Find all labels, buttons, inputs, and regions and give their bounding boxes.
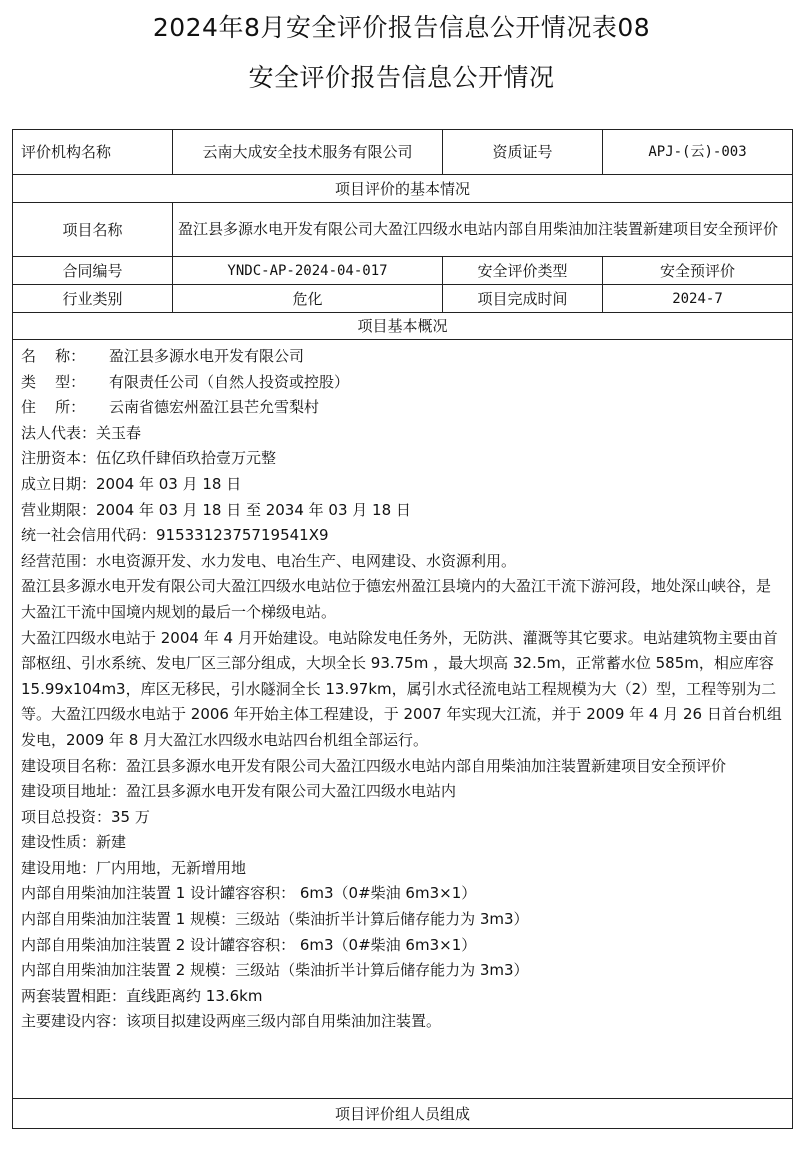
info-table bbox=[12, 129, 793, 1129]
investment-line: 项目总投资：35 万 bbox=[21, 807, 150, 826]
industry-label: 行业类别 bbox=[13, 285, 173, 313]
industry-value: 危化 bbox=[173, 285, 443, 313]
device2-scale-line: 内部自用柴油加注装置 2 规模：三级站（柴油折半计算后储存能力为 3m3） bbox=[21, 961, 529, 980]
build-name-line: 建设项目名称：盈江县多源水电开发有限公司大盈江四级水电站内部自用柴油加注装置新建项目安全预评价 bbox=[21, 756, 727, 775]
station-history-paragraph: 大盈江四级水电站于 2004 年 4 月开始建设。电站除发电任务外，无防洪、灌溉等其它要求。电站建筑物主要由首部枢纽、引水系统、发电厂区三部分组成，大坝全长 93.75m ，最大坝高 32.5m，正常蓄水位 585m，相应库容 15.99x104m3，库区无移民，引水隧洞全长 13.97km，属引水式径流电站工程规模为大（2）型，工程等别为二等。大盈江四级水电站于 2006 年开始主体工程建设，于 2007 年实现大江流，并于 2009 年 4 月 26 日首台机组发电，2009 年 8 月大盈江水四级水电站四台机组全部运行。 bbox=[21, 628, 782, 749]
distance-line: 两套装置相距：直线距离约 13.6km bbox=[21, 986, 263, 1005]
overview-body bbox=[13, 340, 793, 1099]
device1-volume-line: 内部自用柴油加注装置 1 设计罐容容积： 6m3（0#柴油 6m3×1） bbox=[21, 884, 477, 903]
project-name-value: 盈江县多源水电开发有限公司大盈江四级水电站内部自用柴油加注装置新建项目安全预评价 bbox=[173, 203, 793, 257]
org-label: 评价机构名称 bbox=[13, 130, 173, 175]
cert-label: 资质证号 bbox=[443, 130, 603, 175]
device2-volume-line: 内部自用柴油加注装置 2 设计罐容容积： 6m3（0#柴油 6m3×1） bbox=[21, 935, 477, 954]
complete-time-value: 2024-7 bbox=[603, 285, 793, 313]
company-address-value: 云南省德宏州盈江县芒允雪梨村 bbox=[109, 398, 320, 417]
company-type-label: 类 型： bbox=[21, 372, 86, 391]
term-line: 营业期限：2004 年 03 月 18 日 至 2034 年 03 月 18 日 bbox=[21, 500, 411, 519]
contract-row bbox=[13, 257, 793, 285]
land-line: 建设用地：厂内用地，无新增用地 bbox=[21, 858, 247, 877]
eval-type-value: 安全预评价 bbox=[603, 257, 793, 285]
company-type-value: 有限责任公司（自然人投资或控股） bbox=[109, 372, 350, 391]
company-name-label: 名 称： bbox=[21, 347, 86, 365]
contract-label: 合同编号 bbox=[13, 257, 173, 285]
eval-type-label: 安全评价类型 bbox=[443, 257, 603, 285]
overview-header: 项目基本概况 bbox=[13, 313, 793, 340]
document-title: 2024年8月安全评价报告信息公开情况表08 bbox=[152, 13, 651, 42]
legal-rep-line: 法人代表：关玉春 bbox=[21, 423, 142, 442]
org-row bbox=[13, 130, 793, 175]
complete-time-label: 项目完成时间 bbox=[443, 285, 603, 313]
company-address-label: 住 所： bbox=[21, 398, 86, 417]
org-value: 云南大成安全技术服务有限公司 bbox=[173, 130, 443, 175]
station-location-paragraph: 盈江县多源水电开发有限公司大盈江四级水电站位于德宏州盈江县境内的大盈江干流下游河段，地处深山峡谷，是大盈江干流中国境内规划的最后一个梯级电站。 bbox=[21, 577, 772, 621]
company-name-value: 盈江县多源水电开发有限公司 bbox=[109, 347, 305, 365]
capital-line: 注册资本：伍亿玖仟肆佰玖拾壹万元整 bbox=[21, 449, 277, 468]
team-header: 项目评价组人员组成 bbox=[13, 1099, 793, 1129]
build-nature-line: 建设性质：新建 bbox=[21, 833, 127, 852]
main-content-line: 主要建设内容：该项目拟建设两座三级内部自用柴油加注装置。 bbox=[21, 1012, 442, 1031]
basic-info-header: 项目评价的基本情况 bbox=[13, 175, 793, 203]
build-address-line: 建设项目地址：盈江县多源水电开发有限公司大盈江四级水电站内 bbox=[21, 782, 457, 801]
industry-row bbox=[13, 285, 793, 313]
document-subtitle: 安全评价报告信息公开情况 bbox=[248, 63, 555, 92]
device1-scale-line: 内部自用柴油加注装置 1 规模：三级站（柴油折半计算后储存能力为 3m3） bbox=[21, 910, 529, 929]
contract-value: YNDC-AP-2024-04-017 bbox=[173, 257, 443, 285]
company-type-line bbox=[21, 370, 784, 396]
project-name-row bbox=[13, 203, 793, 257]
cert-value: APJ-(云)-003 bbox=[603, 130, 793, 175]
project-name-label: 项目名称 bbox=[13, 203, 173, 257]
company-address-line bbox=[21, 395, 784, 421]
founded-line: 成立日期：2004 年 03 月 18 日 bbox=[21, 474, 242, 493]
company-name-line bbox=[21, 344, 784, 370]
credit-code-line: 统一社会信用代码：9153312375719541X9 bbox=[21, 526, 329, 545]
scope-line: 经营范围：水电资源开发、水力发电、电冶生产、电网建设、水资源利用。 bbox=[21, 551, 517, 570]
